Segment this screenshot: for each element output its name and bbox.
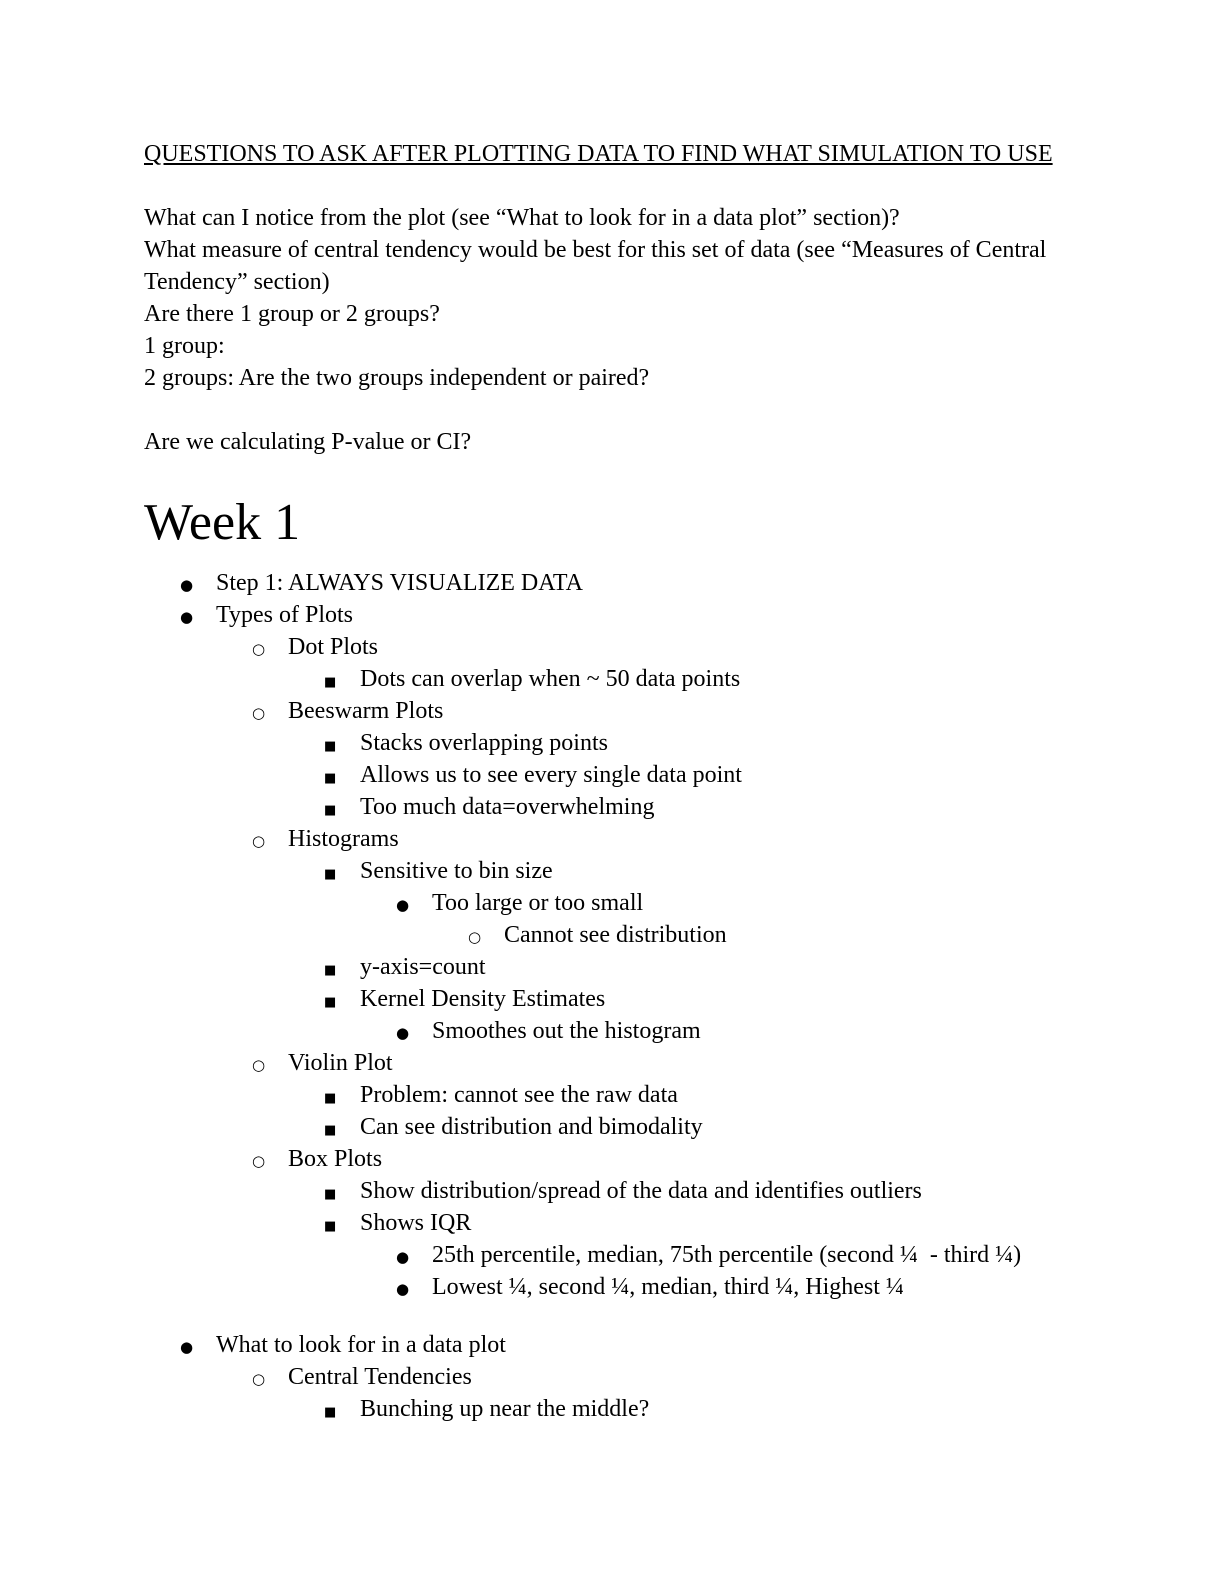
list-item	[144, 1015, 1080, 1047]
bullet-square-icon: ■	[324, 1219, 337, 1234]
bullet-square-icon: ■	[324, 739, 337, 754]
list-item-text: Stacks overlapping points	[360, 730, 608, 756]
list-item-text: Problem: cannot see the raw data	[360, 1082, 678, 1108]
list-item-text: Allows us to see every single data point	[360, 762, 742, 788]
list-item	[144, 759, 1080, 791]
list-item-text: Types of Plots	[216, 602, 353, 628]
bullet-circle-icon: ○	[252, 704, 266, 722]
bullet-square-icon: ■	[324, 963, 337, 978]
list-item-text: Kernel Density Estimates	[360, 986, 606, 1012]
list-item-text: Dots can overlap when ~ 50 data points	[360, 666, 741, 692]
bullet-circle-icon: ○	[252, 1056, 266, 1074]
list-item	[144, 823, 1080, 855]
paragraph-line: Are there 1 group or 2 groups?	[144, 301, 440, 327]
list-item-text: Step 1: ALWAYS VISUALIZE DATA	[216, 570, 583, 596]
list-item-text: Violin Plot	[288, 1050, 393, 1076]
list-item-text: Can see distribution and bimodality	[360, 1114, 703, 1140]
list-item	[144, 727, 1080, 759]
list-item	[144, 663, 1080, 695]
list-item	[144, 1393, 1080, 1425]
bullet-disc-icon: ●	[396, 1280, 410, 1298]
list-item-text: Shows IQR	[360, 1210, 472, 1236]
look-for-list	[144, 1329, 1080, 1425]
list-item-text: Smoothes out the histogram	[432, 1018, 701, 1044]
bullet-circle-icon: ○	[252, 832, 266, 850]
bullet-square-icon: ■	[324, 867, 337, 882]
list-item	[144, 1175, 1080, 1207]
bullet-circle-icon: ○	[252, 1370, 266, 1388]
list-item-text: Too large or too small	[432, 890, 644, 916]
list-item	[144, 1079, 1080, 1111]
bullet-circle-icon: ○	[252, 640, 266, 658]
list-item-text: y-axis=count	[360, 954, 486, 980]
blank-line	[144, 394, 1080, 426]
list-item	[144, 599, 1080, 631]
list-item	[144, 1239, 1080, 1271]
list-item	[144, 1047, 1080, 1079]
paragraph-line: Tendency” section)	[144, 269, 330, 295]
paragraph-line: What can I notice from the plot (see “What to look for in a data plot” section)?	[144, 205, 900, 231]
week-1-list	[144, 567, 1080, 1303]
list-item-text: Sensitive to bin size	[360, 858, 553, 884]
list-item	[144, 1271, 1080, 1303]
list-item	[144, 1143, 1080, 1175]
list-item	[144, 951, 1080, 983]
list-item	[144, 1111, 1080, 1143]
list-item	[144, 1207, 1080, 1239]
bullet-square-icon: ■	[324, 1091, 337, 1106]
list-item-text: Too much data=overwhelming	[360, 794, 655, 820]
list-item	[144, 919, 1080, 951]
list-item	[144, 1361, 1080, 1393]
blank-line	[144, 1303, 1080, 1329]
bullet-square-icon: ■	[324, 995, 337, 1010]
bullet-square-icon: ■	[324, 1405, 337, 1420]
list-item-text: Show distribution/spread of the data and identifies outliers	[360, 1178, 922, 1204]
week-1-heading: Week 1	[144, 494, 301, 551]
list-item-text: Dot Plots	[288, 634, 379, 660]
question-line: Are we calculating P-value or CI?	[144, 429, 472, 455]
list-item-text: Lowest ¼, second ¼, median, third ¼, Highest ¼	[432, 1274, 904, 1300]
list-item-text: Box Plots	[288, 1146, 383, 1172]
bullet-square-icon: ■	[324, 1123, 337, 1138]
list-item	[144, 1329, 1080, 1361]
bullet-square-icon: ■	[324, 675, 337, 690]
bullet-square-icon: ■	[324, 1187, 337, 1202]
list-item-text: Cannot see distribution	[504, 922, 727, 948]
bullet-circle-icon: ○	[252, 1152, 266, 1170]
list-item	[144, 791, 1080, 823]
bullet-disc-icon: ●	[180, 1338, 194, 1356]
list-item	[144, 567, 1080, 599]
list-item-text: Central Tendencies	[288, 1364, 472, 1390]
list-item-text: What to look for in a data plot	[216, 1332, 506, 1358]
list-item	[144, 855, 1080, 887]
list-item-text: Histograms	[288, 826, 399, 852]
list-item	[144, 695, 1080, 727]
intro-paragraph	[144, 202, 1080, 394]
bullet-square-icon: ■	[324, 771, 337, 786]
bullet-disc-icon: ●	[396, 896, 410, 914]
list-item	[144, 887, 1080, 919]
paragraph-line: What measure of central tendency would be best for this set of data (see “Measures of Central	[144, 237, 1047, 263]
bullet-disc-icon: ●	[180, 576, 194, 594]
bullet-disc-icon: ●	[396, 1248, 410, 1266]
paragraph-line: 2 groups: Are the two groups independent or paired?	[144, 365, 650, 391]
paragraph-line: 1 group:	[144, 333, 225, 359]
list-item	[144, 631, 1080, 663]
bullet-disc-icon: ●	[180, 608, 194, 626]
document-title: QUESTIONS TO ASK AFTER PLOTTING DATA TO FIND WHAT SIMULATION TO USE	[144, 141, 1053, 167]
list-item-text: Bunching up near the middle?	[360, 1396, 650, 1422]
bullet-disc-icon: ●	[396, 1024, 410, 1042]
bullet-circle-icon: ○	[468, 928, 482, 946]
list-item-text: 25th percentile, median, 75th percentile (second ¼ - third ¼)	[432, 1242, 1022, 1268]
bullet-square-icon: ■	[324, 803, 337, 818]
list-item	[144, 983, 1080, 1015]
list-item-text: Beeswarm Plots	[288, 698, 444, 724]
